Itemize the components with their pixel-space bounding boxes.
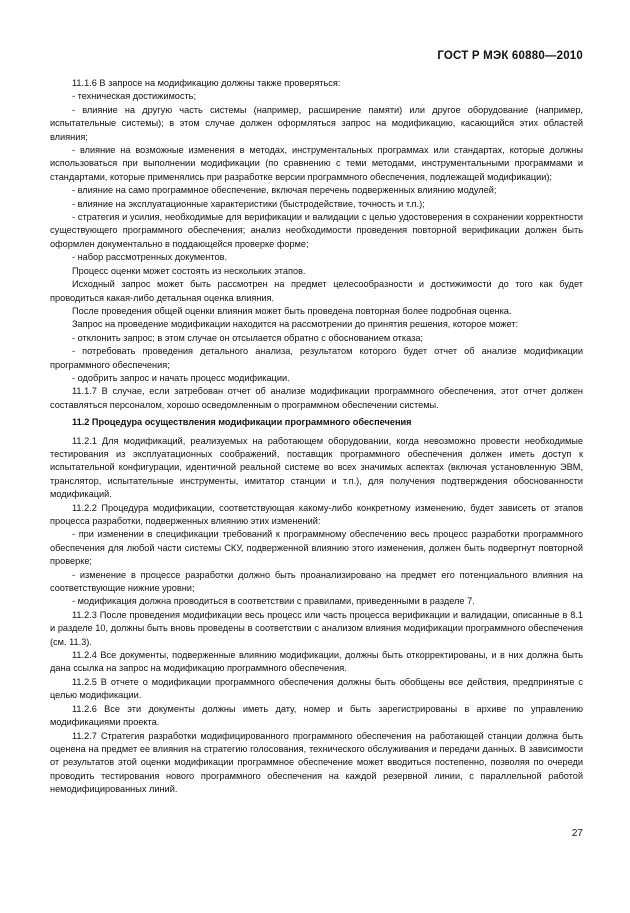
paragraph: 11.2.7 Стратегия разработки модифицированного программного обеспечения на работающей станции должна быть оценена на предмет ее влияния на стратегию голосования, технического обслуживания и передачи данных. В зависимости от результатов этой оценки модификации программное обеспечение может вводиться постепенно, позволяя по очереди проводить тестирования нового программного обеспечения на каждой резервной линии, с параллельной работой немодифицированных линий. — [50, 730, 583, 795]
list-item: - влияние на возможные изменения в методах, инструментальных программах или стандартах, которые должны использоваться при выполнении модификации (по сравнению с теми методами, инструментальными программами и стандартами, которые применялись при разработке версии программного обеспечения, подлежащей модификации); — [50, 145, 583, 182]
paragraph: Процесс оценки может состоять из нескольких этапов. — [72, 265, 306, 276]
list-item: - стратегия и усилия, необходимые для верификации и валидации с целью удостоверения в сохранении корректности существующего программного обеспечения; анализ необходимости проведения повторной верификации должен быть оформлен документально в поддающейся проверке форме; — [50, 212, 583, 249]
paragraph: 11.2.6 Все эти документы должны иметь дату, номер и быть зарегистрированы в архиве по управлению модификациями проекта. — [50, 703, 583, 728]
paragraph: 11.2.1 Для модификаций, реализуемых на работающем оборудовании, когда невозможно провести необходимые тестирования из эксплуатационных соображений, поставщик программного обеспечения должен иметь доступ к испытательной конфигурации, идентичной реальной системе во всех значимых аспектах (включая установленную ЭВМ, транслятор, испытательные инструменты, имитатор станции и т.п.), для получения подтверждения обоснованности модификаций. — [50, 435, 583, 500]
paragraph: 11.2.4 Все документы, подверженные влиянию модификации, должны быть откорректированы, и в них должна быть дана ссылка на запрос на модификацию программного обеспечения. — [50, 650, 583, 674]
section-heading: 11.2 Процедура осуществления модификации программного обеспечения — [72, 417, 412, 428]
list-item: - влияние на само программное обеспечение, включая перечень подверженных влиянию модулей; — [72, 185, 497, 196]
paragraph: 11.2.3 После проведения модификации весь процесс или часть процесса верификации и валидации, описанные в 8.1 и разделе 10, должны быть вновь проведены в соответствии с анализом влияния модификации программного обеспечения (см. 11.3). — [50, 609, 583, 647]
paragraph: После проведения общей оценки влияния может быть проведена повторная более подробная оценка. — [72, 305, 512, 316]
paragraph: Запрос на проведение модификации находится на рассмотрении до принятия решения, которое может: — [72, 319, 519, 330]
list-item: - влияние на эксплуатационные характеристики (быстродействие, точность и т.п.); — [72, 198, 425, 209]
list-item: - набор рассмотренных документов. — [72, 252, 228, 263]
list-item: - изменение в процессе разработки должно быть проанализировано на предмет его потенциального влияния на соответствующие нижние уровни; — [50, 569, 583, 594]
list-item: - влияние на другую часть системы (например, расширение памяти) или другое оборудование (например, испытательные системы); в этом случае должен оформляться запрос на модификацию, касающийся этих областей влияния; — [50, 104, 583, 142]
list-item: - техническая достижимость; — [72, 91, 197, 102]
paragraph: 11.2.5 В отчете о модификации программного обеспечения должны быть обобщены все действия, предпринятые с целью модификации. — [50, 676, 583, 701]
paragraph: 11.1.6 В запросе на модификацию должны также проверяться: — [72, 78, 341, 88]
list-item: - одобрить запрос и начать процесс модификации. — [72, 372, 290, 383]
page-number: 27 — [571, 828, 583, 839]
paragraph: Исходный запрос может быть рассмотрен на предмет целесообразности и достижимости до того как будет проводиться какая-либо детальная оценка влияния. — [50, 279, 583, 303]
paragraph: 11.1.7 В случае, если затребован отчет об анализе модификации программного обеспечения, этот отчет должен составляться персоналом, хорошо осведомленным о программном обеспечении системы. — [50, 386, 583, 410]
document-code-header: ГОСТ Р МЭК 60880—2010 — [437, 50, 583, 62]
list-item: - модификация должна проводиться в соответствии с правилами, приведенными в разделе 7. — [72, 596, 475, 607]
paragraph: 11.2.2 Процедура модификации, соответствующая какому-либо конкретному изменению, будет зависеть от этапов процесса разработки, подверженных влиянию этих изменений: — [50, 502, 583, 526]
list-item: - отклонить запрос; в этом случае он отсылается обратно с обоснованием отказа; — [72, 332, 423, 343]
list-item: - потребовать проведения детального анализа, результатом которого будет отчет об анализе модификации программного обеспечения; — [50, 346, 583, 370]
document-body — [50, 77, 583, 797]
list-item: - при изменении в спецификации требований к программному обеспечению весь процесс разработки программного обеспечения для любой части системы СКУ, подверженной влиянию этого изменения, должен быть подвергнут повторной проверке; — [50, 529, 583, 567]
